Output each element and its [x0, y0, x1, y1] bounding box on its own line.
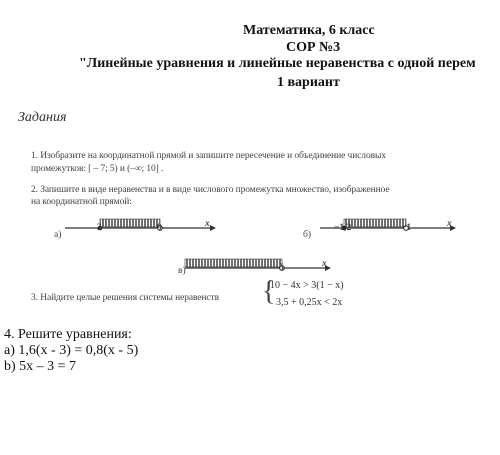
topic-title: "Линейные уравнения и линейные неравенства с одной перем: [79, 56, 476, 71]
task4-heading: 4. Решите уравнения:: [4, 327, 132, 342]
task3-text: 3. Найдите целые решения системы неравенств: [31, 293, 219, 303]
task1-line1: 1. Изобразите на координатной прямой и запишите пересечение и объединение числовых: [31, 151, 386, 161]
axis-x-c: x: [322, 259, 327, 269]
system-inequality-2: 3,5 + 0,25x < 2x: [276, 297, 343, 308]
task2-line1: 2. Запишите в виде неравенства и в виде числового промежутка множество, изображенное: [31, 185, 390, 195]
task2-line2: на координатной прямой:: [31, 197, 132, 207]
system-brace: {: [262, 276, 276, 307]
hatched-region-a: [100, 219, 160, 227]
line-b-label: б): [303, 230, 311, 240]
tick-3: 3: [97, 223, 102, 233]
assessment-number: СОР №3: [286, 40, 341, 55]
subject-title: Математика, 6 класс: [243, 23, 375, 38]
axis-x-b: x: [447, 219, 452, 229]
tick-5: 5: [279, 263, 284, 273]
tick-minus-1-2: −1,2: [334, 223, 352, 233]
task4-equation-b: b) 5x – 3 = 7: [4, 359, 77, 374]
system-inequality-1: 10 − 4x > 3(1 − x): [270, 280, 344, 291]
task1-line2: промежутков: [ – 7; 5) и (–∞; 10] .: [31, 164, 164, 174]
hatched-region-b: [344, 219, 406, 227]
number-line-a: [65, 219, 216, 231]
axis-x-a: x: [205, 219, 210, 229]
number-line-c: [185, 259, 331, 271]
tick-9: 9: [157, 223, 162, 233]
line-c-label: в): [178, 266, 186, 276]
task4-equation-a: а) 1,6(x - 3) = 0,8(x - 5): [4, 343, 139, 358]
tasks-label: Задания: [18, 110, 67, 125]
line-a-label: а): [54, 230, 62, 240]
axis-arrow-a: [210, 225, 216, 231]
variant-label: 1 вариант: [277, 75, 340, 90]
tick-minus-1: −1: [401, 223, 412, 233]
hatched-region-c: [185, 259, 282, 267]
